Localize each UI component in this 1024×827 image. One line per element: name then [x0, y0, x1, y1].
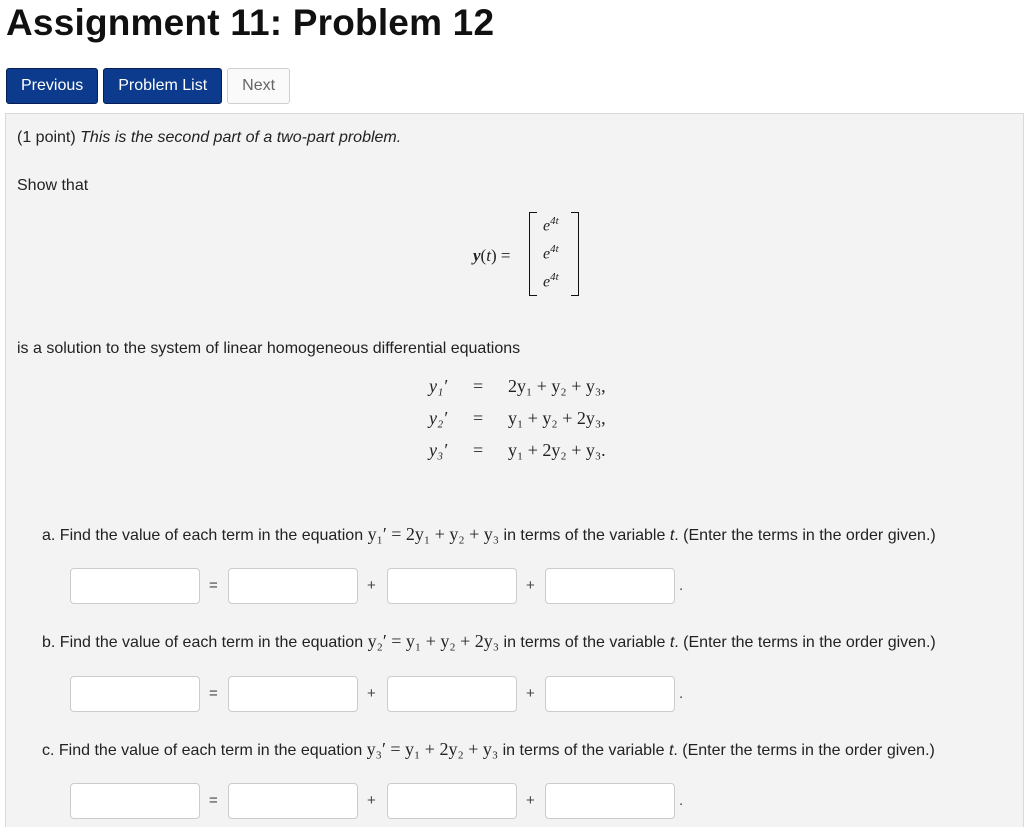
vector-entry-1: $e^{4t}$	[543, 215, 559, 235]
part-c-answers	[70, 783, 690, 819]
problem-list-button[interactable]: Problem List	[103, 68, 222, 104]
part-a-answers	[70, 568, 690, 604]
show-that-text: Show that	[17, 177, 89, 194]
part-a-input-2[interactable]	[228, 568, 358, 604]
equals-sign: =	[209, 577, 218, 594]
plus-sign: +	[526, 792, 535, 809]
system-rhs-3: y₁ + 2y₂ + y₃.	[508, 440, 606, 460]
solution-vector	[529, 212, 579, 296]
part-a-input-4[interactable]	[545, 568, 675, 604]
problem-nav	[6, 68, 290, 104]
part-a-equation: y₁′ = 2y₁ + y₂ + y₃	[367, 524, 500, 544]
equals-sign: =	[209, 792, 218, 809]
problem-body	[5, 113, 1024, 827]
part-b-input-2[interactable]	[228, 676, 358, 712]
equals-sign: =	[209, 685, 218, 702]
part-a-input-1[interactable]	[70, 568, 200, 604]
system-lhs-2: y₂′	[429, 408, 448, 428]
plus-sign: +	[367, 577, 376, 594]
part-b-answers	[70, 676, 690, 712]
system-intro-text: is a solution to the system of linear homogeneous differential equations	[17, 340, 521, 357]
next-button[interactable]: Next	[227, 68, 290, 104]
system-rhs-2: y₁ + y₂ + 2y₃,	[508, 408, 606, 428]
part-b-input-3[interactable]	[387, 676, 517, 712]
part-b-equation: y₂′ = y₁ + y₂ + 2y₃	[367, 631, 500, 651]
vector-entry-3: $e^{4t}$	[543, 271, 559, 291]
problem-intro	[17, 129, 401, 147]
system-rhs-1: 2y₁ + y₂ + y₃,	[508, 376, 606, 396]
vector-lhs: y(t) =	[473, 246, 511, 265]
plus-sign: +	[526, 685, 535, 702]
previous-button[interactable]: Previous	[6, 68, 98, 104]
part-c-question: c. Find the value of each term in the equation y₃′ = y₁ + 2y₂ + y₃ in terms of the variable t. (Enter the terms in the order given.)	[42, 739, 935, 759]
period: .	[679, 685, 684, 702]
period: .	[679, 577, 684, 594]
system-eq-3: =	[473, 440, 484, 460]
part-b-input-1[interactable]	[70, 676, 200, 712]
vector-entry-2: $e^{4t}$	[543, 243, 559, 263]
plus-sign: +	[367, 792, 376, 809]
points-label: (1 point)	[17, 129, 76, 146]
system-eq-2: =	[473, 408, 484, 428]
part-a-question: a. Find the value of each term in the equation y₁′ = 2y₁ + y₂ + y₃ in terms of the variable t. (Enter the terms in the order given.)	[42, 524, 936, 544]
system-eq-1: =	[473, 376, 484, 396]
plus-sign: +	[367, 685, 376, 702]
part-a-input-3[interactable]	[387, 568, 517, 604]
plus-sign: +	[526, 577, 535, 594]
part-b-input-4[interactable]	[545, 676, 675, 712]
part-c-input-4[interactable]	[545, 783, 675, 819]
part-c-input-3[interactable]	[387, 783, 517, 819]
period: .	[679, 792, 684, 809]
part-c-equation: y₃′ = y₁ + 2y₂ + y₃	[366, 739, 499, 759]
system-lhs-3: y₃′	[429, 440, 448, 460]
part-c-input-2[interactable]	[228, 783, 358, 819]
system-lhs-1: y₁′	[429, 376, 448, 396]
part-b-question: b. Find the value of each term in the equation y₂′ = y₁ + y₂ + 2y₃ in terms of the variable t. (Enter the terms in the order given.)	[42, 631, 936, 651]
part-c-input-1[interactable]	[70, 783, 200, 819]
page-title: Assignment 11: Problem 12	[6, 2, 495, 43]
intro-text: This is the second part of a two-part problem.	[80, 129, 402, 146]
